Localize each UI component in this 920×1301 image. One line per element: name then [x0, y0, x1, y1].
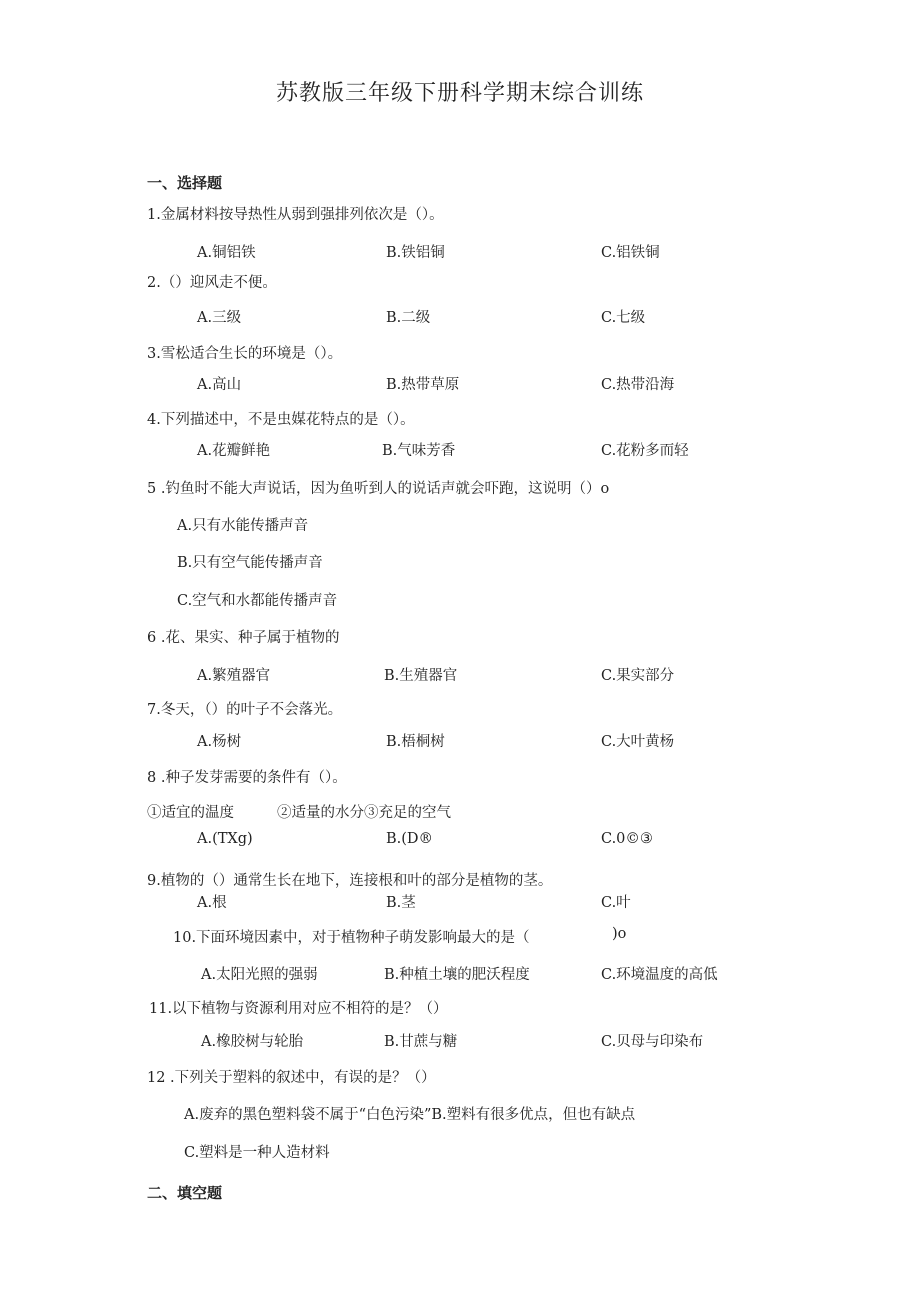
question-11-option-a: A.橡胶树与轮胎 — [201, 1034, 304, 1050]
question-9-option-b: B.茎 — [386, 895, 416, 911]
question-10-end: )o — [612, 926, 627, 942]
question-6-option-b: B.生殖器官 — [384, 668, 458, 684]
section-heading-choice: 一、选择题 — [147, 174, 223, 192]
question-11-option-b: B.甘蔗与糖 — [384, 1034, 458, 1050]
question-8: 8 .种子发芽需要的条件有（）。 — [147, 770, 347, 786]
question-3-option-b: B.热带草原 — [386, 377, 460, 393]
question-7-option-a: A.杨树 — [197, 734, 242, 750]
question-2: 2.（）迎风走不便。 — [147, 275, 277, 291]
question-7-option-b: B.梧桐树 — [386, 734, 445, 750]
question-10-option-c: C.环境温度的高低 — [601, 967, 718, 983]
question-12-option-c: C.塑料是一种人造材料 — [184, 1145, 330, 1161]
question-2-option-a: A.三级 — [197, 310, 242, 326]
question-3: 3.雪松适合生长的环境是（）。 — [147, 346, 343, 362]
question-6-option-c: C.果实部分 — [601, 668, 675, 684]
page-title: 苏教版三年级下册科学期末综合训练 — [275, 81, 644, 106]
question-2-option-b: B.二级 — [386, 310, 431, 326]
question-7-option-c: C.大叶黄杨 — [601, 734, 675, 750]
question-8-option-a: A.(TXg) — [197, 831, 253, 847]
question-4-option-b: B.气味芳香 — [382, 443, 456, 459]
question-3-option-c: C.热带沿海 — [601, 377, 675, 393]
question-4-option-a: A.花瓣鲜艳 — [197, 443, 271, 459]
question-10-option-a: A.太阳光照的强弱 — [201, 967, 318, 983]
question-8-option-c: C.0©③ — [601, 831, 653, 847]
question-12: 12 .下列关于塑料的叙述中，有误的是？（） — [147, 1070, 436, 1086]
question-11-option-c: C.贝母与印染布 — [601, 1034, 704, 1050]
question-7: 7.冬天，（）的叶子不会落光。 — [147, 702, 343, 718]
question-5-option-a: A.只有水能传播声音 — [177, 518, 309, 534]
question-10-option-b: B.种植土壤的肥沃程度 — [384, 967, 530, 983]
question-11: 11.以下植物与资源利用对应不相符的是？（） — [149, 1001, 448, 1017]
question-4: 4.下列描述中，不是虫媒花特点的是（）。 — [147, 412, 415, 428]
question-1-option-c: C.铝铁铜 — [601, 245, 660, 261]
question-1: 1.金属材料按导热性从弱到强排列依次是（）。 — [147, 207, 444, 223]
question-8-condition-2-3: ②适量的水分③充足的空气 — [277, 805, 451, 821]
question-3-option-a: A.高山 — [197, 377, 242, 393]
question-4-option-c: C.花粉多而轻 — [601, 443, 689, 459]
question-6: 6 .花、果实、种子属于植物的 — [147, 630, 340, 646]
question-6-option-a: A.繁殖器官 — [197, 668, 271, 684]
question-1-option-b: B.铁铝铜 — [386, 245, 445, 261]
question-5: 5 .钓鱼时不能大声说话，因为鱼听到人的说话声就会吓跑，这说明（）o — [147, 481, 610, 497]
question-10: 10.下面环境因素中，对于植物种子萌发影响最大的是（ — [173, 930, 530, 946]
question-8-condition-1: ①适宜的温度 — [147, 805, 234, 821]
question-12-option-a-b: A.废弃的黑色塑料袋不属于“白色污染”B.塑料有很多优点，但也有缺点 — [184, 1107, 636, 1123]
question-8-option-b: B.(D® — [386, 831, 434, 847]
section-heading-fill-blank: 二、填空题 — [147, 1184, 223, 1202]
question-5-option-c: C.空气和水都能传播声音 — [177, 593, 338, 609]
question-9-option-a: A.根 — [197, 895, 227, 911]
question-9: 9.植物的（）通常生长在地下，连接根和叶的部分是植物的茎。 — [147, 873, 553, 889]
question-1-option-a: A.铜铝铁 — [197, 245, 256, 261]
question-5-option-b: B.只有空气能传播声音 — [177, 555, 323, 571]
question-9-option-c: C.叶 — [601, 895, 631, 911]
question-2-option-c: C.七级 — [601, 310, 646, 326]
